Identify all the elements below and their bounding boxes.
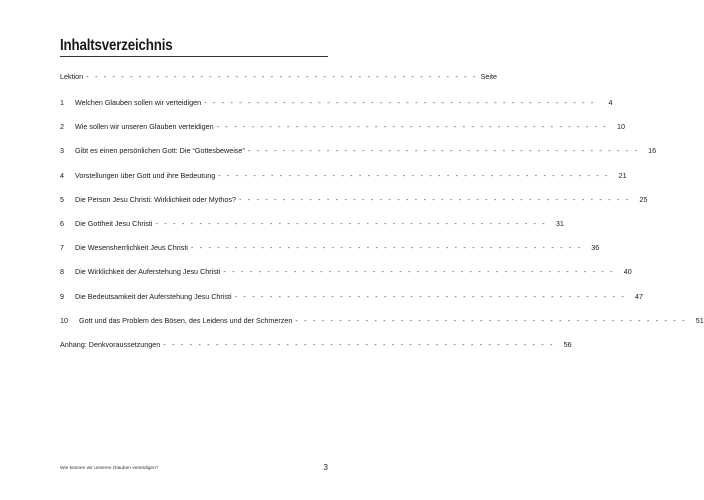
- toc-entry-row[interactable]: [60, 97, 613, 109]
- toc-appendix-page: 56: [563, 340, 572, 349]
- toc-entry-title: Die Bedeutsamkeit der Auferstehung Jesu Christi: [75, 291, 232, 301]
- toc-entry-row[interactable]: [60, 145, 657, 157]
- toc-entry-number: 4: [60, 170, 64, 180]
- toc-header-row: [60, 71, 497, 83]
- toc-entry-title: Die Wirklichkeit der Auferstehung Jesu Christi: [75, 267, 221, 277]
- toc-entry-number: 9: [60, 291, 64, 301]
- toc-entry-title: Welchen Glauben sollen wir verteidigen: [75, 98, 202, 107]
- toc-entry-page: 40: [623, 267, 632, 277]
- toc-entry-page: 47: [634, 291, 643, 301]
- toc-entry-row[interactable]: [60, 170, 627, 182]
- toc-entry-title: Vorstellungen über Gott und ihre Bedeutung: [75, 170, 216, 180]
- toc-header-lesson: Lektion: [60, 72, 84, 81]
- toc-entry-page: 25: [639, 194, 648, 204]
- toc-entry-row[interactable]: [60, 291, 643, 303]
- toc-entry-number: 1: [60, 98, 64, 107]
- toc-entry-number: 6: [60, 219, 64, 228]
- toc-entry-title: Gibt es einen persönlichen Gott: Die “Gottesbeweise”: [75, 146, 245, 156]
- toc-entry-number: 8: [60, 267, 64, 277]
- toc-entry-row[interactable]: [60, 315, 704, 327]
- page-title: Inhaltsverzeichnis: [60, 37, 173, 54]
- footer-book-title: Wie können wir unseren Glauben verteidigen?: [60, 466, 159, 471]
- toc-entry-page: 36: [591, 243, 600, 253]
- toc-leader-dots: - - - - - - - - - - - - - - - - - - - - - - - - - - - - - - - - - - - - - - - - - - - - -: [155, 219, 547, 228]
- toc-entry-number: 2: [60, 122, 64, 132]
- toc-leader-dots: - - - - - - - - - - - - - - - - - - - - - - - - - - - - - - - - - - - - - - - - - - - - -: [234, 291, 626, 301]
- toc-appendix-text: Anhang: Denkvoraussetzungen: [60, 340, 161, 349]
- toc-leader-dots: - - - - - - - - - - - - - - - - - - - - - - - - - - - - - - - - - - - - - - - - - - - - -: [238, 194, 631, 204]
- toc-entry-title: Die Gottheit Jesu Christi: [75, 219, 153, 228]
- toc-leader-dots: - - - - - - - - - - - - - - - - - - - - - - - - - - - - - - - - - - - - - - - - - - - - -: [216, 122, 609, 132]
- toc-entry-title: Gott und das Problem des Bösen, des Leidens und der Schmerzen: [79, 315, 293, 325]
- toc-entry-page: 16: [648, 146, 657, 156]
- toc-entry-page: 4: [608, 98, 613, 107]
- toc-leader-dots: - - - - - - - - - - - - - - - - - - - - - - - - - - - - - - - - - - - - - - - - - - - - -: [247, 146, 640, 156]
- toc-entry-page: 10: [617, 122, 626, 132]
- toc-entry-number: 5: [60, 194, 64, 204]
- toc-leader-dots: - - - - - - - - - - - - - - - - - - - - - - - - - - - - - - - - - - - - - - - - - - - - -: [295, 315, 687, 325]
- toc-entry-title: Die Person Jesu Christi: Wirklichkeit oder Mythos?: [75, 194, 236, 204]
- toc-entry-title: Die Wesensherrlichkeit Jeus Christi: [75, 243, 188, 253]
- toc-entry-page: 51: [695, 315, 704, 325]
- toc-leader-dots: - - - - - - - - - - - - - - - - - - - - - - - - - - - - - - - - - - - - - - - - - - - - -: [223, 267, 615, 277]
- toc-leader-dots: - - - - - - - - - - - - - - - - - - - - - - - - - - - - - - - - - - - - - - - - - - - - -: [204, 98, 596, 107]
- title-rule: [60, 56, 328, 57]
- toc-entry-number: 10: [60, 315, 68, 325]
- toc-leader-dots: - - - - - - - - - - - - - - - - - - - - - - - - - - - - - - - - - - - - - - - - - - - - -: [190, 243, 583, 253]
- toc-entry-row[interactable]: [60, 194, 648, 206]
- toc-leader-dots: - - - - - - - - - - - - - - - - - - - - - - - - - - - - - - - - - - - - - - - - - - - - -: [218, 170, 610, 180]
- toc-appendix-row[interactable]: [60, 339, 572, 351]
- toc-leader-dots: - - - - - - - - - - - - - - - - - - - - - - - - - - - - - - - - - - - - - - - - - - - - -: [163, 340, 555, 349]
- footer-page-number: 3: [323, 463, 328, 472]
- toc-entry-row[interactable]: [60, 218, 564, 230]
- toc-entry-row[interactable]: [60, 121, 626, 133]
- toc-entry-number: 3: [60, 146, 64, 156]
- toc-entry-row[interactable]: [60, 242, 600, 254]
- toc-entry-page: 21: [618, 170, 627, 180]
- toc-header-page: Seite: [480, 72, 497, 81]
- toc-entry-title: Wie sollen wir unseren Glauben verteidigen: [75, 122, 214, 132]
- toc-entry-row[interactable]: [60, 266, 632, 278]
- toc-leader-dots: - - - - - - - - - - - - - - - - - - - - - - - - - - - - - - - - - - - - - - - - - - - - -: [86, 72, 478, 81]
- toc-entry-number: 7: [60, 243, 64, 253]
- toc-entry-page: 31: [555, 219, 564, 228]
